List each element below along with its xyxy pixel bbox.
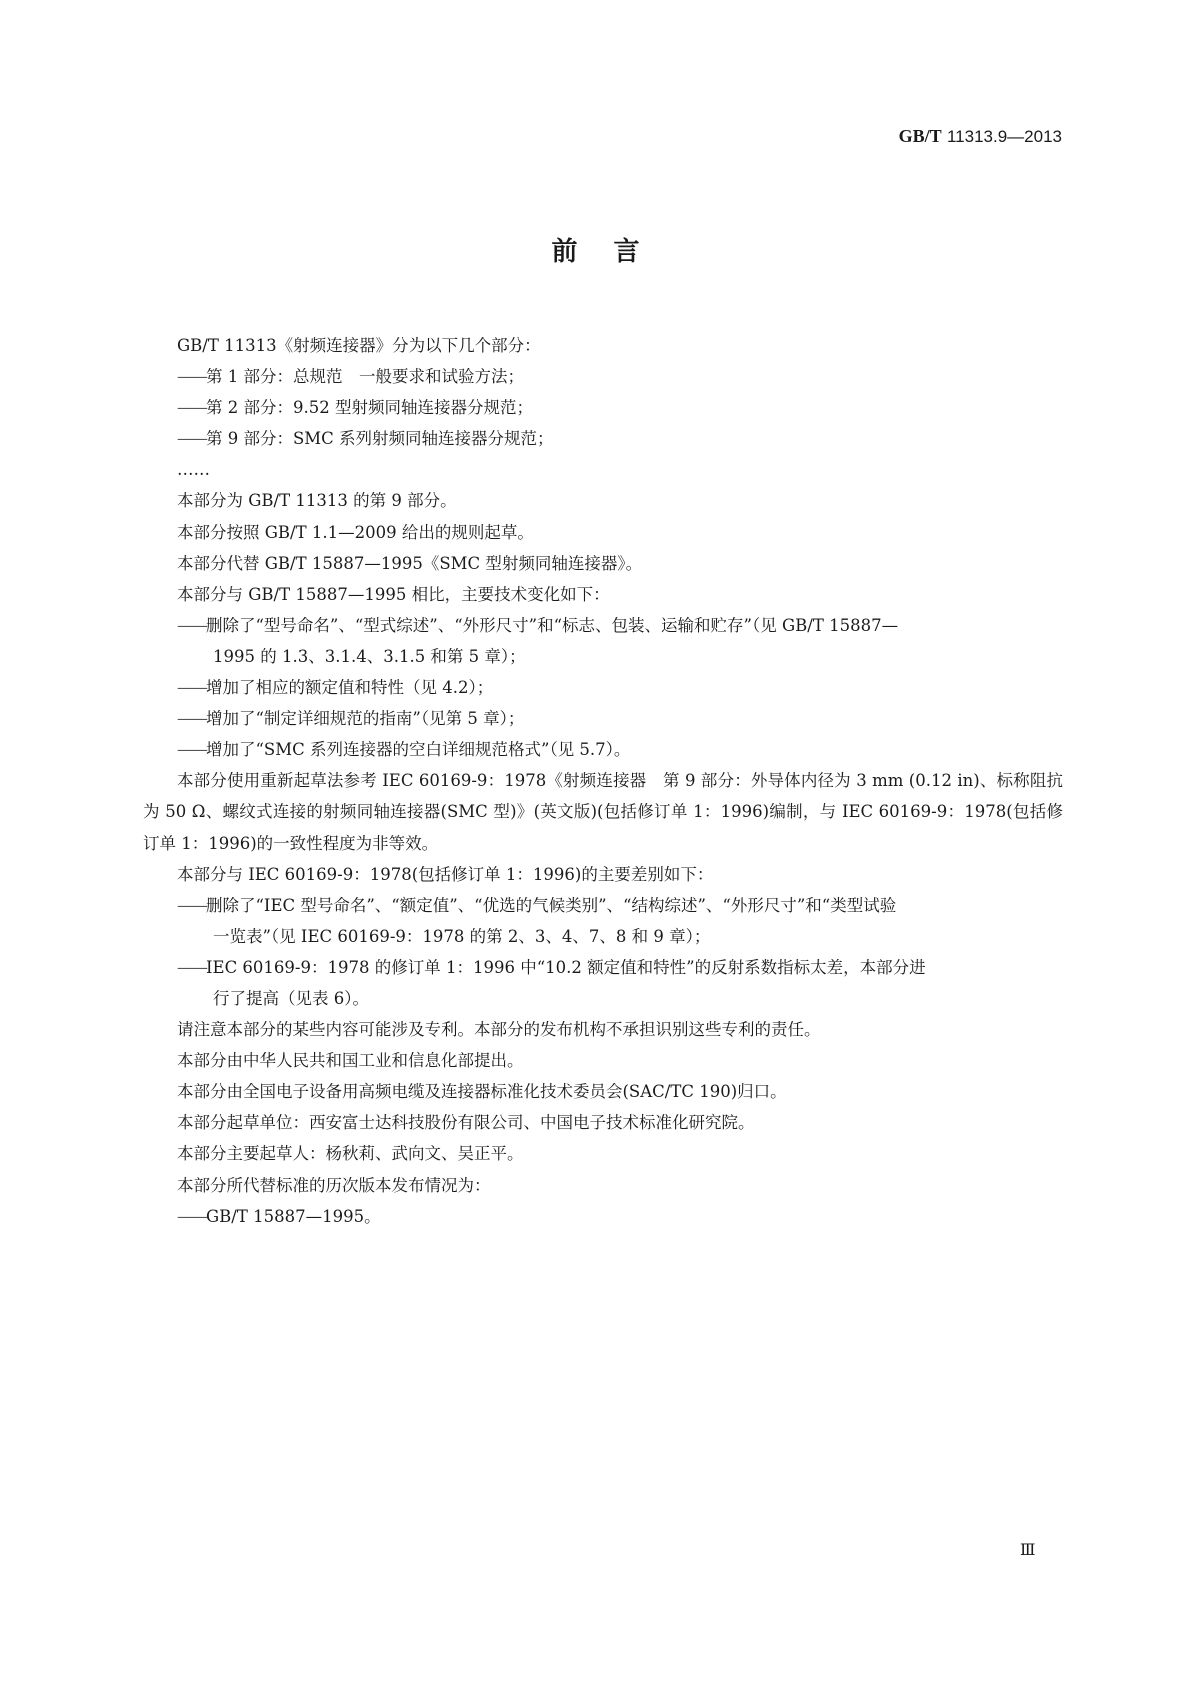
list-item: [143, 610, 1063, 672]
list-item: [143, 890, 1063, 952]
list-item-text: 第 2 部分：9.52 型射频同轴连接器分规范；: [206, 398, 533, 418]
list-item: [143, 734, 1063, 765]
dash-bullet: ——: [177, 429, 206, 449]
list-item: [143, 423, 1063, 454]
paragraph: 本部分与 IEC 60169-9：1978(包括修订单 1：1996)的主要差别如下：: [177, 864, 714, 884]
list-item-text: 行了提高（见表 6）。: [213, 988, 369, 1008]
dash-bullet: ——: [177, 678, 206, 698]
document-code-header: [899, 126, 1062, 147]
list-item-continuation: [177, 921, 1063, 952]
dash-bullet: ——: [177, 895, 206, 915]
standard-number: 11313.9—2013: [946, 127, 1062, 146]
list-item-line: [177, 392, 1063, 423]
list-item-text: 删除了“型号命名”、“型式综述”、“外形尺寸”和“标志、包装、运输和贮存”（见 GB/T 15887—: [206, 615, 899, 635]
dash-bullet: ——: [177, 1206, 206, 1226]
list-item-text: 一览表”（见 IEC 60169-9：1978 的第 2、3、4、7、8 和 9 章）；: [213, 926, 711, 946]
ellipsis: ……: [177, 460, 210, 480]
list-item: [143, 952, 1063, 1014]
list-item-line: [177, 361, 1063, 392]
list-item-text: 增加了相应的额定值和特性（见 4.2）；: [206, 678, 494, 698]
list-item-line: [177, 703, 1063, 734]
list-item: [143, 1201, 1063, 1232]
list-item-line: [177, 734, 1063, 765]
list-item-line: [177, 610, 1063, 641]
foreword-body: [143, 330, 1063, 1232]
list-item-line: [177, 423, 1063, 454]
paragraph: 本部分使用重新起草法参考 IEC 60169-9：1978《射频连接器 第 9 部分：外导体内径为 3 mm (0.12 in)、标称阻抗为 50 Ω、螺纹式连接的射频同轴连接器(SMC 型)》(英文版)(包括修订单 1：1996)编制，与 IEC 60169-9：1978(包括修订单 1：1996)的一致性程度为非等效。: [143, 771, 1063, 853]
paragraph: 本部分与 GB/T 15887—1995 相比，主要技术变化如下：: [177, 584, 610, 604]
page-title: 前言: [551, 237, 676, 267]
list-item: [143, 361, 1063, 392]
list-item-line: [177, 1201, 1063, 1232]
dash-bullet: ——: [177, 740, 206, 760]
dash-bullet: ——: [177, 709, 206, 729]
list-item-text: 增加了“制定详细规范的指南”（见第 5 章）；: [206, 709, 525, 729]
list-item-continuation: [177, 983, 1063, 1014]
paragraph: 本部分主要起草人：杨秋莉、武向文、吴正平。: [177, 1144, 524, 1164]
dash-bullet: ——: [177, 398, 206, 418]
list-item-text: 第 9 部分：SMC 系列射频同轴连接器分规范；: [206, 429, 554, 449]
list-item-text: 第 1 部分：总规范 一般要求和试验方法；: [206, 367, 524, 387]
paragraph: 本部分所代替标准的历次版本发布情况为：: [177, 1175, 491, 1195]
dash-bullet: ——: [177, 957, 206, 977]
paragraph: 请注意本部分的某些内容可能涉及专利。本部分的发布机构不承担识别这些专利的责任。: [177, 1020, 821, 1040]
page-number: Ⅲ: [1020, 1540, 1036, 1559]
list-item-text: 1995 的 1.3、3.1.4、3.1.5 和第 5 章）；: [213, 646, 526, 666]
paragraph: 本部分为 GB/T 11313 的第 9 部分。: [177, 491, 457, 511]
standard-prefix: GB/T: [898, 126, 942, 146]
paragraph: 本部分起草单位：西安富士达科技股份有限公司、中国电子技术标准化研究院。: [177, 1113, 755, 1133]
list-item-line: [177, 890, 1063, 921]
list-item-line: [177, 952, 1063, 983]
paragraph: 本部分代替 GB/T 15887—1995《SMC 型射频同轴连接器》。: [177, 553, 643, 573]
list-item-text: 增加了“SMC 系列连接器的空白详细规范格式”（见 5.7）。: [206, 740, 631, 760]
list-item: [143, 672, 1063, 703]
list-item-continuation: [177, 641, 1063, 672]
paragraph: 本部分由中华人民共和国工业和信息化部提出。: [177, 1051, 524, 1071]
dash-bullet: ——: [177, 367, 206, 387]
paragraph: GB/T 11313《射频连接器》分为以下几个部分：: [177, 336, 541, 355]
paragraph: 本部分按照 GB/T 1.1—2009 给出的规则起草。: [177, 522, 534, 542]
list-item: [143, 703, 1063, 734]
list-item: [143, 392, 1063, 423]
list-item-text: GB/T 15887—1995。: [206, 1206, 381, 1226]
dash-bullet: ——: [177, 615, 206, 635]
list-item-line: [177, 672, 1063, 703]
list-item-text: 删除了“IEC 型号命名”、“额定值”、“优选的气候类别”、“结构综述”、“外形尺寸”和“类型试验: [206, 895, 897, 915]
list-item-text: IEC 60169-9：1978 的修订单 1：1996 中“10.2 额定值和特性”的反射系数指标太差，本部分进: [206, 957, 926, 977]
paragraph: 本部分由全国电子设备用高频电缆及连接器标准化技术委员会(SAC/TC 190)归口。: [177, 1082, 787, 1102]
